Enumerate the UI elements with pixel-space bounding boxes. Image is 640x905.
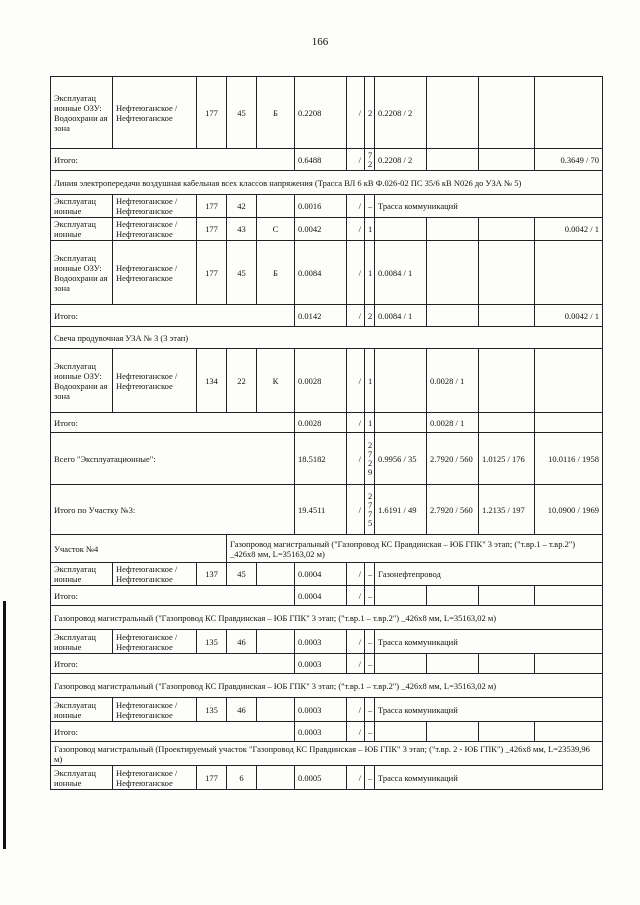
value-cell-a — [375, 413, 427, 433]
value-cell-a — [375, 722, 427, 742]
section-number-cell: 45 — [227, 241, 257, 305]
value-cell-a — [375, 349, 427, 413]
purpose-note-cell: Газонефтепровод — [375, 563, 603, 586]
purpose-note-cell: Трасса коммуникаций — [375, 766, 603, 790]
count-cell: 1 — [365, 349, 375, 413]
section-header-row — [51, 606, 603, 630]
location-cell: Нефтеюганское / Нефтеюганское — [113, 77, 197, 149]
purpose-note-cell: Трасса коммуникаций — [375, 630, 603, 654]
area-cell: 0.0004 — [295, 563, 347, 586]
separator-cell: / — [347, 241, 365, 305]
purpose-cell: Эксплуатац ионные — [51, 195, 113, 218]
value-cell-a — [375, 586, 427, 606]
plot-header-row — [51, 535, 603, 563]
purpose-note-cell: Трасса коммуникаций — [375, 698, 603, 722]
total-label: Итого: — [51, 654, 295, 674]
count-cell: – — [365, 654, 375, 674]
value-cell-d: 0.0042 / 1 — [535, 305, 603, 327]
section-title: Газопровод магистральный ("Газопровод КС Правдинская – ЮБ ГПК" 3 этап; ("т.вр.1 – т.вр.2") _426х8 мм, L=35163,02 м) — [51, 606, 603, 630]
value-cell-d — [535, 413, 603, 433]
value-cell-c — [479, 349, 535, 413]
section-title: Газопровод магистральный (Проектируемый участок "Газопровод КС Правдинская – ЮБ ГПК" 3 этап; ("т.вр. 2 - ЮБ ГПК") _426х8 мм, L=23539,96 м) — [51, 742, 603, 766]
purpose-cell: Эксплуатац ионные — [51, 218, 113, 241]
location-cell: Нефтеюганское / Нефтеюганское — [113, 349, 197, 413]
value-cell-a — [375, 654, 427, 674]
value-cell-c — [479, 722, 535, 742]
value-cell-b — [427, 218, 479, 241]
separator-cell: / — [347, 77, 365, 149]
separator-cell: / — [347, 630, 365, 654]
total-label: Всего "Эксплуатационные": — [51, 433, 295, 485]
separator-cell: / — [347, 218, 365, 241]
count-cell: – — [365, 195, 375, 218]
value-cell-d: 0.0042 / 1 — [535, 218, 603, 241]
location-cell: Нефтеюганское / Нефтеюганское — [113, 630, 197, 654]
area-cell: 0.0084 — [295, 241, 347, 305]
section-title: Линия электропередачи воздушная кабельная всех классов напряжения (Трасса ВЛ 6 кВ Ф.026-02 ПС 35/6 кВ N026 до УЗА № 5) — [51, 171, 603, 195]
area-cell: 0.0016 — [295, 195, 347, 218]
value-cell-a: 0.0084 / 1 — [375, 305, 427, 327]
quarter-cell: 177 — [197, 195, 227, 218]
separator-cell: / — [347, 485, 365, 535]
quarter-cell: 137 — [197, 563, 227, 586]
value-cell-b — [427, 654, 479, 674]
value-cell-a: 0.0084 / 1 — [375, 241, 427, 305]
purpose-cell: Эксплуатац ионные ОЗУ: Водоохрани ая зона — [51, 241, 113, 305]
location-cell: Нефтеюганское / Нефтеюганское — [113, 241, 197, 305]
section-number-cell: 45 — [227, 77, 257, 149]
value-cell-b — [427, 77, 479, 149]
count-cell: – — [365, 563, 375, 586]
value-cell-c — [479, 149, 535, 171]
location-cell: Нефтеюганское / Нефтеюганское — [113, 698, 197, 722]
area-cell: 0.0142 — [295, 305, 347, 327]
value-cell-b: 2.7920 / 560 — [427, 485, 479, 535]
value-cell-b — [427, 722, 479, 742]
value-cell-b — [427, 149, 479, 171]
value-cell-c — [479, 413, 535, 433]
value-cell-d: 10.0900 / 1969 — [535, 485, 603, 535]
separator-cell: / — [347, 766, 365, 790]
count-cell-stack: 7 2 — [368, 149, 373, 169]
total-row — [51, 433, 603, 485]
count-cell: – — [365, 586, 375, 606]
section-number-cell: 46 — [227, 630, 257, 654]
separator-cell: / — [347, 413, 365, 433]
value-cell-a: 0.2208 / 2 — [375, 77, 427, 149]
location-cell: Нефтеюганское / Нефтеюганское — [113, 195, 197, 218]
quarter-cell: 177 — [197, 766, 227, 790]
table-row — [51, 241, 603, 305]
purpose-note-cell: Трасса коммуникаций — [375, 195, 603, 218]
section-number-cell: 45 — [227, 563, 257, 586]
value-cell-a: 1.6191 / 49 — [375, 485, 427, 535]
count-cell: – — [365, 766, 375, 790]
table-row — [51, 349, 603, 413]
total-row — [51, 305, 603, 327]
table-row — [51, 698, 603, 722]
quarter-cell: 135 — [197, 630, 227, 654]
table-row — [51, 630, 603, 654]
section-number-cell: 46 — [227, 698, 257, 722]
separator-cell: / — [347, 149, 365, 171]
value-cell-b — [427, 241, 479, 305]
area-cell: 0.0004 — [295, 586, 347, 606]
page-number: 166 — [311, 36, 329, 48]
count-cell: – — [365, 698, 375, 722]
table-row — [51, 77, 603, 149]
value-cell-a: 0.2208 / 2 — [375, 149, 427, 171]
category-cell — [257, 766, 295, 790]
purpose-cell: Эксплуатац ионные ОЗУ: Водоохрани ая зона — [51, 77, 113, 149]
purpose-cell: Эксплуатац ионные ОЗУ: Водоохрани ая зона — [51, 349, 113, 413]
count-cell: – — [365, 630, 375, 654]
count-cell — [365, 433, 375, 485]
separator-cell: / — [347, 195, 365, 218]
separator-cell: / — [347, 722, 365, 742]
location-cell: Нефтеюганское / Нефтеюганское — [113, 563, 197, 586]
area-cell: 19.4511 — [295, 485, 347, 535]
value-cell-c — [479, 305, 535, 327]
count-cell: 1 — [365, 241, 375, 305]
value-cell-b: 0.0028 / 1 — [427, 413, 479, 433]
area-cell: 0.0028 — [295, 349, 347, 413]
value-cell-b: 2.7920 / 560 — [427, 433, 479, 485]
total-label: Итого: — [51, 305, 295, 327]
total-row — [51, 722, 603, 742]
section-header-row — [51, 171, 603, 195]
total-row — [51, 149, 603, 171]
location-cell: Нефтеюганское / Нефтеюганское — [113, 218, 197, 241]
area-cell: 0.0042 — [295, 218, 347, 241]
count-cell — [365, 149, 375, 171]
value-cell-b — [427, 586, 479, 606]
quarter-cell: 177 — [197, 218, 227, 241]
location-cell: Нефтеюганское / Нефтеюганское — [113, 766, 197, 790]
value-cell-d — [535, 77, 603, 149]
separator-cell: / — [347, 349, 365, 413]
value-cell-a: 0.9956 / 35 — [375, 433, 427, 485]
separator-cell: / — [347, 586, 365, 606]
separator-cell: / — [347, 563, 365, 586]
category-cell: Б — [257, 77, 295, 149]
total-row — [51, 586, 603, 606]
value-cell-d — [535, 241, 603, 305]
value-cell-a — [375, 218, 427, 241]
section-number-cell: 43 — [227, 218, 257, 241]
area-cell: 0.0003 — [295, 654, 347, 674]
quarter-cell: 177 — [197, 241, 227, 305]
category-cell — [257, 563, 295, 586]
count-cell: 2 — [365, 77, 375, 149]
category-cell — [257, 698, 295, 722]
value-cell-c — [479, 586, 535, 606]
purpose-cell: Эксплуатац ионные — [51, 766, 113, 790]
quarter-cell: 134 — [197, 349, 227, 413]
separator-cell: / — [347, 305, 365, 327]
value-cell-d — [535, 654, 603, 674]
value-cell-c: 1.0125 / 176 — [479, 433, 535, 485]
total-label: Итого: — [51, 586, 295, 606]
value-cell-c: 1.2135 / 197 — [479, 485, 535, 535]
value-cell-d — [535, 586, 603, 606]
value-cell-c — [479, 241, 535, 305]
count-cell: 1 — [365, 413, 375, 433]
category-cell: С — [257, 218, 295, 241]
value-cell-b: 0.0028 / 1 — [427, 349, 479, 413]
value-cell-c — [479, 218, 535, 241]
section-number-cell: 22 — [227, 349, 257, 413]
area-cell: 0.0003 — [295, 698, 347, 722]
margin-bar — [3, 601, 6, 849]
section-number-cell: 42 — [227, 195, 257, 218]
count-cell: 1 — [365, 218, 375, 241]
section-number-cell: 6 — [227, 766, 257, 790]
plot-description: Газопровод магистральный ("Газопровод КС Правдинская – ЮБ ГПК" 3 этап; ("т.вр.1 – т.вр.2") _426х8 мм, L=35163,02 м) — [227, 535, 603, 563]
purpose-cell: Эксплуатац ионные — [51, 630, 113, 654]
total-row — [51, 654, 603, 674]
count-cell: – — [365, 722, 375, 742]
category-cell — [257, 630, 295, 654]
category-cell: Б — [257, 241, 295, 305]
area-cell: 0.0003 — [295, 722, 347, 742]
total-row — [51, 485, 603, 535]
purpose-cell: Эксплуатац ионные — [51, 563, 113, 586]
total-label: Итого по Участку №3: — [51, 485, 295, 535]
plot-label: Участок №4 — [51, 535, 227, 563]
total-label: Итого: — [51, 722, 295, 742]
table-row — [51, 195, 603, 218]
purpose-cell: Эксплуатац ионные — [51, 698, 113, 722]
count-cell-stack: 2 7 2 9 — [368, 439, 373, 477]
land-plot-table — [50, 76, 603, 790]
quarter-cell: 135 — [197, 698, 227, 722]
value-cell-b — [427, 305, 479, 327]
section-title: Свеча продувочная УЗА № 3 (3 этап) — [51, 327, 603, 349]
value-cell-d: 0.3649 / 70 — [535, 149, 603, 171]
area-cell: 0.2208 — [295, 77, 347, 149]
separator-cell: / — [347, 654, 365, 674]
total-label: Итого: — [51, 413, 295, 433]
area-cell: 0.6488 — [295, 149, 347, 171]
table-row — [51, 218, 603, 241]
separator-cell: / — [347, 698, 365, 722]
count-cell-stack: 2 7 7 5 — [368, 490, 373, 528]
table-row — [51, 563, 603, 586]
quarter-cell: 177 — [197, 77, 227, 149]
count-cell: 2 — [365, 305, 375, 327]
separator-cell: / — [347, 433, 365, 485]
count-cell — [365, 485, 375, 535]
value-cell-d — [535, 349, 603, 413]
value-cell-d: 10.0116 / 1958 — [535, 433, 603, 485]
value-cell-c — [479, 654, 535, 674]
section-header-row — [51, 327, 603, 349]
category-cell: К — [257, 349, 295, 413]
section-title: Газопровод магистральный ("Газопровод КС Правдинская – ЮБ ГПК" 3 этап; ("т.вр.1 – т.вр.2") _426х8 мм, L=35163,02 м) — [51, 674, 603, 698]
area-cell: 0.0003 — [295, 630, 347, 654]
area-cell: 18.5182 — [295, 433, 347, 485]
value-cell-c — [479, 77, 535, 149]
section-header-row — [51, 674, 603, 698]
total-label: Итого: — [51, 149, 295, 171]
category-cell — [257, 195, 295, 218]
table-row — [51, 766, 603, 790]
section-header-row — [51, 742, 603, 766]
total-row — [51, 413, 603, 433]
area-cell: 0.0028 — [295, 413, 347, 433]
value-cell-d — [535, 722, 603, 742]
area-cell: 0.0005 — [295, 766, 347, 790]
